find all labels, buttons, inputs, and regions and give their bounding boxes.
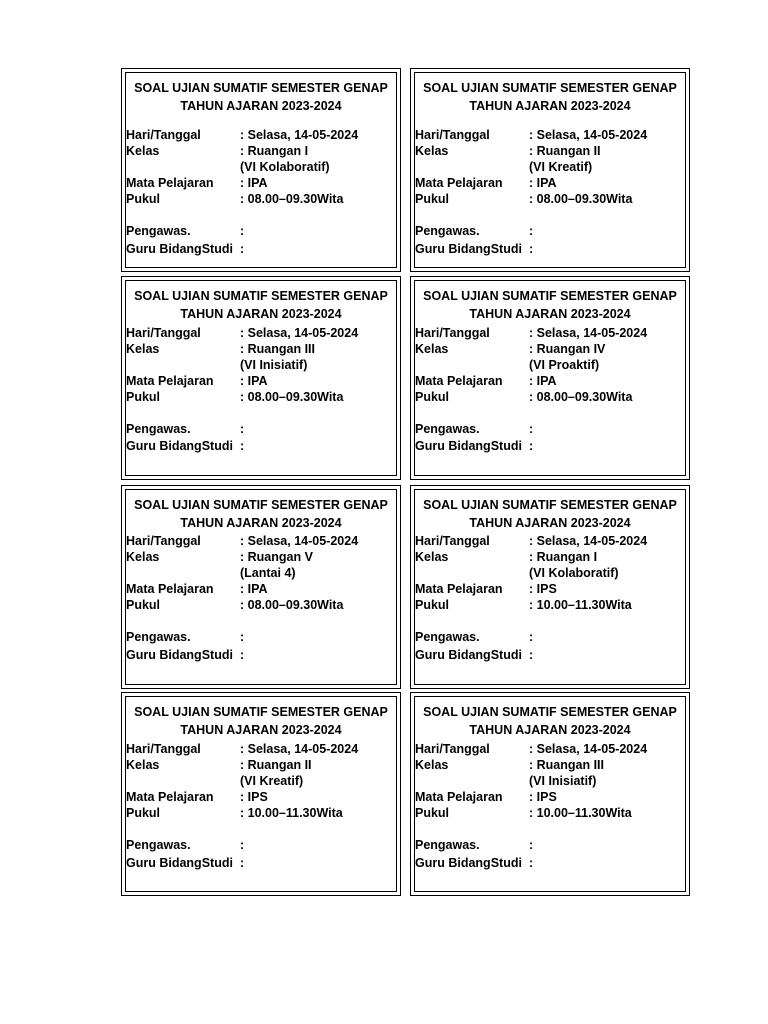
kelas-label: Kelas	[126, 342, 160, 356]
card-title	[122, 287, 400, 323]
hari-label: Hari/Tanggal	[126, 326, 201, 340]
kelas-value: : Ruangan III	[240, 342, 315, 356]
guru-label: Guru BidangStudi	[126, 242, 233, 256]
pukul-label: Pukul	[126, 192, 161, 206]
pengawas-label: Pengawas.	[126, 838, 191, 852]
kelas-sub: (VI Kreatif)	[529, 160, 593, 174]
pukul-label: Pukul	[415, 390, 450, 404]
kelas-label: Kelas	[415, 144, 449, 158]
guru-value: :	[529, 648, 534, 662]
hari-value: : Selasa, 14-05-2024	[240, 742, 359, 756]
mapel-label: Mata Pelajaran	[126, 790, 214, 804]
pengawas-label: Pengawas.	[126, 224, 191, 238]
kelas-sub: (VI Proaktif)	[529, 358, 600, 372]
hari-label: Hari/Tanggal	[415, 534, 490, 548]
guru-label: Guru BidangStudi	[415, 242, 522, 256]
pukul-label: Pukul	[126, 806, 161, 820]
title-line-2: TAHUN AJARAN 2023-2024	[180, 516, 342, 530]
mapel-value: : IPA	[240, 176, 268, 190]
kelas-sub: (Lantai 4)	[240, 566, 296, 580]
exam-card	[410, 485, 690, 689]
mapel-label: Mata Pelajaran	[415, 374, 503, 388]
hari-label: Hari/Tanggal	[415, 128, 490, 142]
pengawas-value: :	[529, 630, 534, 644]
guru-value: :	[529, 856, 534, 870]
pengawas-value: :	[240, 422, 245, 436]
pengawas-label: Pengawas.	[415, 838, 480, 852]
hari-value: : Selasa, 14-05-2024	[240, 534, 359, 548]
pengawas-label: Pengawas.	[415, 630, 480, 644]
hari-label: Hari/Tanggal	[126, 128, 201, 142]
card-title	[122, 496, 400, 532]
hari-value: : Selasa, 14-05-2024	[529, 742, 648, 756]
hari-label: Hari/Tanggal	[415, 326, 490, 340]
kelas-sub: (VI Inisiatif)	[529, 774, 597, 788]
card-title	[122, 703, 400, 739]
kelas-value: : Ruangan IV	[529, 342, 606, 356]
hari-value: : Selasa, 14-05-2024	[240, 128, 359, 142]
mapel-value: : IPA	[240, 582, 268, 596]
hari-value: : Selasa, 14-05-2024	[529, 128, 648, 142]
kelas-label: Kelas	[126, 758, 160, 772]
mapel-value: : IPA	[240, 374, 268, 388]
exam-card	[121, 276, 401, 480]
kelas-value: : Ruangan II	[240, 758, 312, 772]
title-line-1: SOAL UJIAN SUMATIF SEMESTER GENAP	[134, 498, 388, 512]
guru-value: :	[529, 242, 534, 256]
mapel-label: Mata Pelajaran	[415, 790, 503, 804]
title-line-1: SOAL UJIAN SUMATIF SEMESTER GENAP	[134, 289, 388, 303]
mapel-value: : IPS	[529, 582, 557, 596]
pukul-label: Pukul	[126, 598, 161, 612]
title-line-1: SOAL UJIAN SUMATIF SEMESTER GENAP	[423, 498, 677, 512]
pukul-value: : 10.00–11.30Wita	[529, 806, 632, 820]
guru-label: Guru BidangStudi	[126, 439, 233, 453]
kelas-label: Kelas	[126, 144, 160, 158]
pukul-value: : 08.00–09.30Wita	[240, 598, 344, 612]
pengawas-label: Pengawas.	[415, 422, 480, 436]
guru-value: :	[240, 242, 245, 256]
mapel-label: Mata Pelajaran	[126, 374, 214, 388]
guru-label: Guru BidangStudi	[126, 648, 233, 662]
guru-label: Guru BidangStudi	[415, 856, 522, 870]
title-line-2: TAHUN AJARAN 2023-2024	[469, 516, 631, 530]
pengawas-label: Pengawas.	[126, 422, 191, 436]
kelas-value: : Ruangan II	[529, 144, 601, 158]
kelas-sub: (VI Kreatif)	[240, 774, 304, 788]
guru-value: :	[240, 648, 245, 662]
title-line-1: SOAL UJIAN SUMATIF SEMESTER GENAP	[134, 705, 388, 719]
guru-label: Guru BidangStudi	[126, 856, 233, 870]
pukul-label: Pukul	[415, 192, 450, 206]
hari-value: : Selasa, 14-05-2024	[240, 326, 359, 340]
title-line-2: TAHUN AJARAN 2023-2024	[180, 723, 342, 737]
title-line-1: SOAL UJIAN SUMATIF SEMESTER GENAP	[423, 81, 677, 95]
hari-label: Hari/Tanggal	[126, 534, 201, 548]
exam-card	[410, 692, 690, 896]
mapel-label: Mata Pelajaran	[126, 176, 214, 190]
card-title	[411, 496, 689, 532]
kelas-label: Kelas	[415, 550, 449, 564]
kelas-label: Kelas	[126, 550, 160, 564]
title-line-2: TAHUN AJARAN 2023-2024	[180, 99, 342, 113]
card-title	[411, 287, 689, 323]
exam-card	[121, 692, 401, 896]
title-line-2: TAHUN AJARAN 2023-2024	[469, 99, 631, 113]
card-title	[411, 703, 689, 739]
kelas-sub: (VI Kolaboratif)	[529, 566, 619, 580]
title-line-2: TAHUN AJARAN 2023-2024	[469, 723, 631, 737]
exam-card	[410, 276, 690, 480]
kelas-value: : Ruangan V	[240, 550, 313, 564]
hari-value: : Selasa, 14-05-2024	[529, 534, 648, 548]
mapel-label: Mata Pelajaran	[415, 176, 503, 190]
mapel-label: Mata Pelajaran	[126, 582, 214, 596]
title-line-1: SOAL UJIAN SUMATIF SEMESTER GENAP	[423, 289, 677, 303]
hari-value: : Selasa, 14-05-2024	[529, 326, 648, 340]
pukul-value: : 08.00–09.30Wita	[529, 390, 633, 404]
pukul-value: : 10.00–11.30Wita	[529, 598, 632, 612]
guru-value: :	[529, 439, 534, 453]
mapel-value: : IPS	[240, 790, 268, 804]
mapel-value: : IPA	[529, 176, 557, 190]
pengawas-value: :	[240, 224, 245, 238]
pengawas-label: Pengawas.	[126, 630, 191, 644]
kelas-label: Kelas	[415, 342, 449, 356]
kelas-sub: (VI Inisiatif)	[240, 358, 308, 372]
exam-card	[410, 68, 690, 272]
guru-label: Guru BidangStudi	[415, 648, 522, 662]
guru-value: :	[240, 439, 245, 453]
pengawas-value: :	[529, 224, 534, 238]
exam-card	[121, 68, 401, 272]
pukul-value: : 08.00–09.30Wita	[240, 390, 344, 404]
hari-label: Hari/Tanggal	[126, 742, 201, 756]
kelas-label: Kelas	[415, 758, 449, 772]
pukul-value: : 08.00–09.30Wita	[240, 192, 344, 206]
pukul-value: : 10.00–11.30Wita	[240, 806, 343, 820]
card-title	[122, 79, 400, 115]
mapel-value: : IPA	[529, 374, 557, 388]
mapel-value: : IPS	[529, 790, 557, 804]
title-line-2: TAHUN AJARAN 2023-2024	[180, 307, 342, 321]
title-line-1: SOAL UJIAN SUMATIF SEMESTER GENAP	[134, 81, 388, 95]
pukul-label: Pukul	[415, 806, 450, 820]
pukul-label: Pukul	[126, 390, 161, 404]
pengawas-value: :	[529, 838, 534, 852]
kelas-sub: (VI Kolaboratif)	[240, 160, 330, 174]
kelas-value: : Ruangan I	[240, 144, 309, 158]
card-title	[411, 79, 689, 115]
pengawas-value: :	[240, 838, 245, 852]
pukul-label: Pukul	[415, 598, 450, 612]
mapel-label: Mata Pelajaran	[415, 582, 503, 596]
guru-label: Guru BidangStudi	[415, 439, 522, 453]
pengawas-value: :	[529, 422, 534, 436]
kelas-value: : Ruangan I	[529, 550, 598, 564]
guru-value: :	[240, 856, 245, 870]
title-line-2: TAHUN AJARAN 2023-2024	[469, 307, 631, 321]
pukul-value: : 08.00–09.30Wita	[529, 192, 633, 206]
kelas-value: : Ruangan III	[529, 758, 604, 772]
exam-card	[121, 485, 401, 689]
title-line-1: SOAL UJIAN SUMATIF SEMESTER GENAP	[423, 705, 677, 719]
pengawas-value: :	[240, 630, 245, 644]
pengawas-label: Pengawas.	[415, 224, 480, 238]
hari-label: Hari/Tanggal	[415, 742, 490, 756]
